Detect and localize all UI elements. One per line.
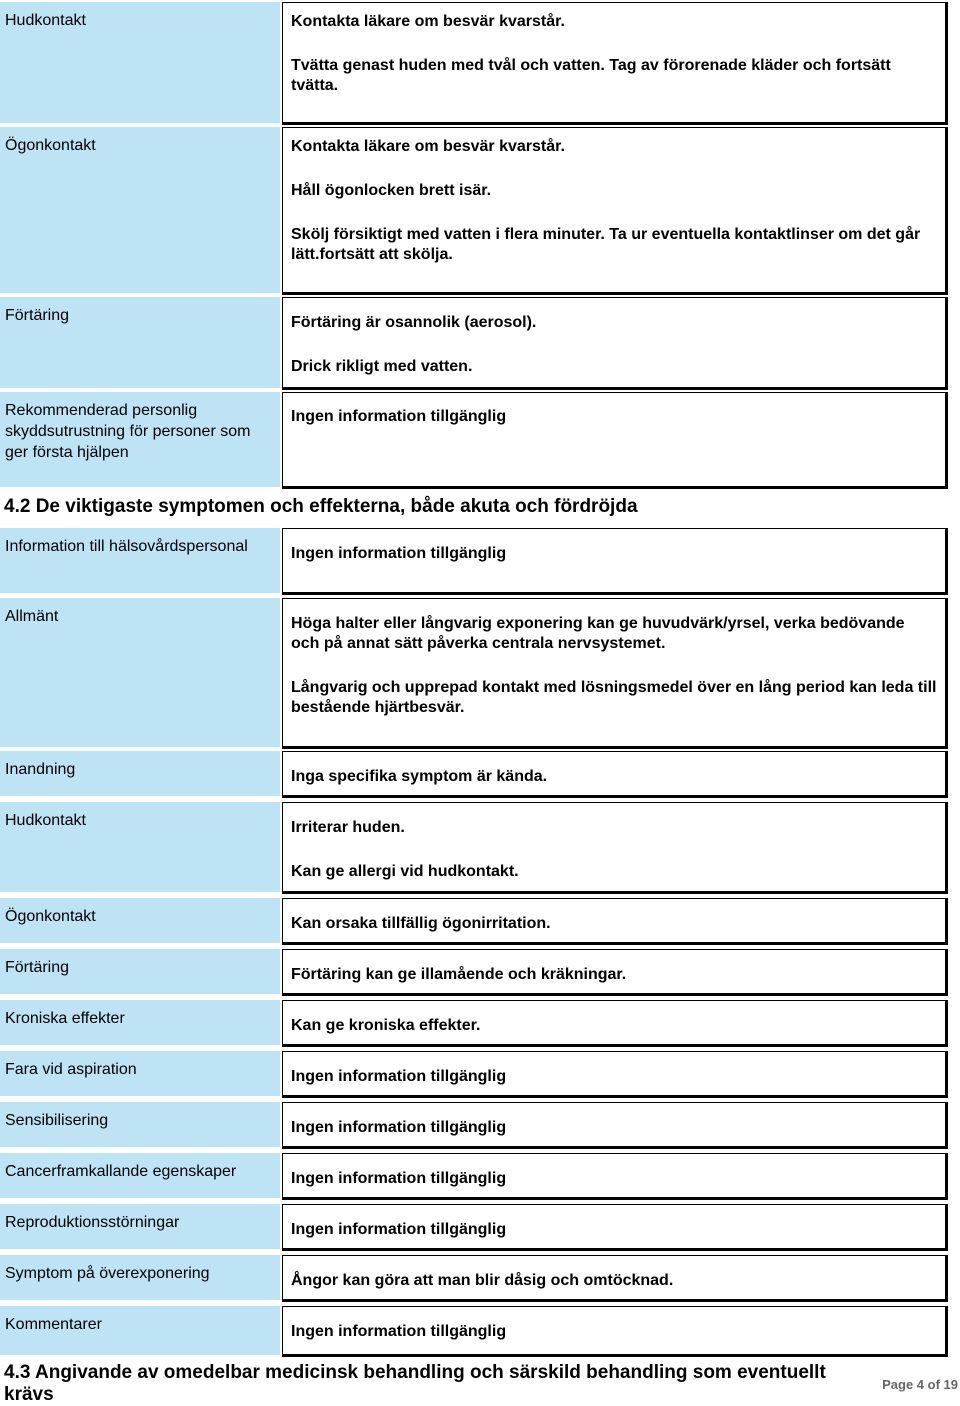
value-text: Höga halter eller långvarig exponering kan ge huvudvärk/yrsel, verka bedövande och på annat sätt påverka centrala nervsystemet. xyxy=(291,615,905,652)
row-value xyxy=(282,1153,948,1200)
row-label: Kommentarer xyxy=(0,1306,280,1357)
value-text: Inga specifika symptom är kända. xyxy=(291,768,548,785)
value-text: Kan orsaka tillfällig ögonirritation. xyxy=(291,915,551,932)
row-value xyxy=(282,1051,948,1098)
row-value xyxy=(282,802,948,894)
row-reproduktionsstorningar xyxy=(0,1204,948,1251)
row-fortaring-1 xyxy=(0,297,948,390)
value-text: Förtäring kan ge illamående och kräkningar. xyxy=(291,966,627,983)
row-value xyxy=(282,1000,948,1047)
value-text: Håll ögonlocken brett isär. xyxy=(291,182,492,199)
row-label: Information till hälsovårdspersonal xyxy=(0,528,280,595)
row-inandning xyxy=(0,751,948,798)
row-value xyxy=(282,392,948,489)
row-label: Inandning xyxy=(0,751,280,798)
value-text: Ingen information tillgänglig xyxy=(291,1221,507,1238)
row-label: Hudkontakt xyxy=(0,802,280,894)
section-heading-4-2: 4.2 De viktigaste symptomen och effekterna, både akuta och fördröjda xyxy=(4,496,638,517)
row-label: Cancerframkallande egenskaper xyxy=(0,1153,280,1200)
row-label: Allmänt xyxy=(0,598,280,749)
row-label: Ögonkontakt xyxy=(0,127,280,295)
value-text: Tvätta genast huden med tvål och vatten. Tag av förorenade kläder och fortsätt tvätta. xyxy=(291,57,891,94)
value-text: Ingen information tillgänglig xyxy=(291,1068,507,1085)
row-label: Symptom på överexponering xyxy=(0,1255,280,1302)
row-hudkontakt-1 xyxy=(0,2,948,125)
page-number: Page 4 of 19 xyxy=(882,1377,958,1392)
row-value xyxy=(282,598,948,749)
value-text: Förtäring är osannolik (aerosol). xyxy=(291,314,537,331)
row-label: Fara vid aspiration xyxy=(0,1051,280,1098)
row-sensibilisering xyxy=(0,1102,948,1149)
row-cancerframkallande xyxy=(0,1153,948,1200)
value-text: Ingen information tillgänglig xyxy=(291,408,507,425)
value-text: Ingen information tillgänglig xyxy=(291,545,507,562)
row-halsovardspersonal xyxy=(0,528,948,595)
value-text: Kan ge kroniska effekter. xyxy=(291,1017,481,1034)
row-allmant xyxy=(0,598,948,749)
row-label: Kroniska effekter xyxy=(0,1000,280,1047)
value-text: Långvarig och upprepad kontakt med lösningsmedel över en lång period kan leda till bestående hjärtbesvär. xyxy=(291,679,937,716)
value-text: Ingen information tillgänglig xyxy=(291,1323,507,1340)
row-value xyxy=(282,898,948,945)
value-text: Kontakta läkare om besvär kvarstår. xyxy=(291,138,565,155)
row-overexponering xyxy=(0,1255,948,1302)
row-fortaring-2 xyxy=(0,949,948,996)
value-text: Kontakta läkare om besvär kvarstår. xyxy=(291,13,565,30)
row-label: Ögonkontakt xyxy=(0,898,280,945)
row-value xyxy=(282,1102,948,1149)
value-text: Drick rikligt med vatten. xyxy=(291,358,473,375)
row-label: Förtäring xyxy=(0,297,280,390)
row-value xyxy=(282,949,948,996)
row-label: Rekommenderad personlig skyddsutrustning för personer som ger första hjälpen xyxy=(0,392,280,489)
row-value xyxy=(282,528,948,595)
row-hudkontakt-2 xyxy=(0,802,948,894)
row-fara-vid-aspiration xyxy=(0,1051,948,1098)
row-value xyxy=(282,1255,948,1302)
row-kommentarer xyxy=(0,1306,948,1357)
row-label: Reproduktionsstörningar xyxy=(0,1204,280,1251)
row-label: Hudkontakt xyxy=(0,2,280,125)
value-text: Kan ge allergi vid hudkontakt. xyxy=(291,863,519,880)
row-value xyxy=(282,2,948,125)
value-text: Skölj försiktigt med vatten i flera minuter. Ta ur eventuella kontaktlinser om det går lätt.fortsätt att skölja. xyxy=(291,226,921,263)
row-value xyxy=(282,1204,948,1251)
row-skyddsutrustning xyxy=(0,392,948,489)
row-value xyxy=(282,1306,948,1357)
value-text: Ångor kan göra att man blir dåsig och omtöcknad. xyxy=(291,1272,674,1289)
row-label: Förtäring xyxy=(0,949,280,996)
row-ogonkontakt-1 xyxy=(0,127,948,295)
row-label: Sensibilisering xyxy=(0,1102,280,1149)
row-ogonkontakt-2 xyxy=(0,898,948,945)
row-value xyxy=(282,127,948,295)
section-heading-4-3: 4.3 Angivande av omedelbar medicinsk behandling och särskild behandling som eventuellt krävs xyxy=(4,1362,826,1405)
row-value xyxy=(282,297,948,390)
value-text: Irriterar huden. xyxy=(291,819,405,836)
row-kroniska-effekter xyxy=(0,1000,948,1047)
value-text: Ingen information tillgänglig xyxy=(291,1119,507,1136)
value-text: Ingen information tillgänglig xyxy=(291,1170,507,1187)
row-value xyxy=(282,751,948,798)
